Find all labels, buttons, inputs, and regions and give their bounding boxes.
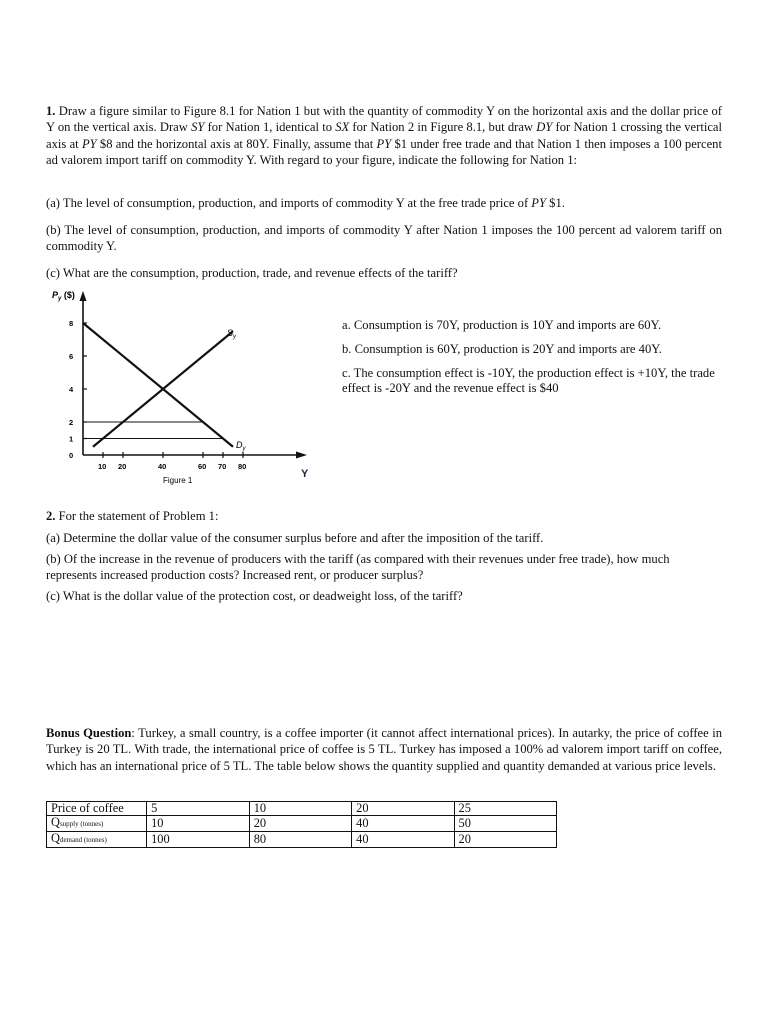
problem-2-intro: 2. For the statement of Problem 1: <box>46 509 219 523</box>
table-cell: 40 <box>352 816 454 832</box>
problem-1-intro: 1. Draw a figure similar to Figure 8.1 for Nation 1 but with the quantity of commodity Y on the horizontal axis and the dollar price of Y on the vertical axis. Draw SY for Nation 1, identical to SX for Nation 2 in Figure 8.1, but draw DY for Nation 1 crossing the vertical axis at PY $8 and the horizontal axis at 80Y. Finally, assume that PY $1 under free trade and that Nation 1 then imposes a 100 percent ad valorem import tariff on commodity Y. With regard to your figure, indicate the following for Nation 1: <box>46 104 722 168</box>
demand-curve <box>83 323 233 447</box>
table-cell: 80 <box>249 832 351 848</box>
problem-1-number: 1. <box>46 104 56 118</box>
demand-label: $D_y$ <box>236 440 246 452</box>
x-axis-arrow-icon <box>296 452 307 459</box>
table-row <box>47 802 557 816</box>
table-cell: 20 <box>249 816 351 832</box>
row-header: Qdemand (tonnes) <box>47 832 147 848</box>
x-tick-label: 70 <box>218 462 227 471</box>
answers-block <box>342 318 722 405</box>
table-cell: 5 <box>147 802 250 816</box>
supply-label: $S_y$ <box>227 328 237 340</box>
table-row <box>47 832 557 848</box>
problem-2-part-a: (a) Determine the dollar value of the consumer surplus before and after the imposition of the tariff. <box>46 531 544 545</box>
y-tick-label: 1 <box>69 434 74 444</box>
bonus-question: Bonus Question: Turkey, a small country, is a coffee importer (it cannot affect international prices). In autarky, the price of coffee in Turkey is 20 TL. With trade, the international price of coffee is 5 TL. Turkey has imposed a 100% ad valorem import tariff on coffee, which has an international price of 5 TL. The table below shows the quantity supplied and quantity demanded at various price levels. <box>46 726 722 773</box>
answer-c: c. The consumption effect is -10Y, the production effect is +10Y, the trade effect is -20Y and the revenue effect is $40 <box>342 366 715 395</box>
x-tick-label: 10 <box>98 462 107 471</box>
problem-2-part-b: (b) Of the increase in the revenue of producers with the tariff (as compared with their revenues under free trade), how much represents increased production costs? Increased rent, or producer surplus? <box>46 552 670 583</box>
table-cell: 40 <box>352 832 454 848</box>
row-header: Qsupply (tonnes) <box>47 816 147 832</box>
row-header: Price of coffee <box>47 802 147 816</box>
x-axis-label: Y <box>301 468 309 480</box>
problem-1-part-c: (c) What are the consumption, production, trade, and revenue effects of the tariff? <box>46 266 458 280</box>
bonus-label: Bonus Question <box>46 726 132 740</box>
y-axis-arrow-icon <box>80 291 87 301</box>
x-tick-label: 60 <box>198 462 207 471</box>
coffee-table <box>46 801 557 848</box>
y-tick-label: 2 <box>69 418 74 427</box>
figure-caption: Figure 1 <box>163 476 193 485</box>
x-tick-label: 80 <box>238 462 247 471</box>
table-row <box>47 816 557 832</box>
table-cell: 10 <box>249 802 351 816</box>
problem-1-part-b: (b) The level of consumption, production, and imports of commodity Y after Nation 1 imposes the 100 percent ad valorem tariff on commodity Y. <box>46 223 722 254</box>
table-cell: 25 <box>454 802 556 816</box>
problem-1-part-a: (a) The level of consumption, production, and imports of commodity Y at the free trade price of PY $1. <box>46 196 565 210</box>
problem-2-part-c: (c) What is the dollar value of the protection cost, or deadweight loss, of the tariff? <box>46 589 463 603</box>
y-tick-label: 0 <box>69 451 74 460</box>
table-cell: 10 <box>147 816 250 832</box>
x-tick-label: 20 <box>118 462 127 471</box>
y-axis-label: $P_y$ ($) <box>52 290 75 302</box>
answer-b: b. Consumption is 60Y, production is 20Y and imports are 40Y. <box>342 342 662 356</box>
x-tick-label: 40 <box>158 462 167 471</box>
y-tick-label: 6 <box>69 352 74 361</box>
table-cell: 20 <box>454 832 556 848</box>
figure-1 <box>40 285 330 495</box>
answer-a: a. Consumption is 70Y, production is 10Y and imports are 60Y. <box>342 318 662 332</box>
table-cell: 100 <box>147 832 250 848</box>
y-tick-label: 4 <box>69 385 74 394</box>
table-cell: 50 <box>454 816 556 832</box>
table-cell: 20 <box>352 802 454 816</box>
y-tick-label: 8 <box>69 319 74 328</box>
problem-2-number: 2. <box>46 509 56 523</box>
